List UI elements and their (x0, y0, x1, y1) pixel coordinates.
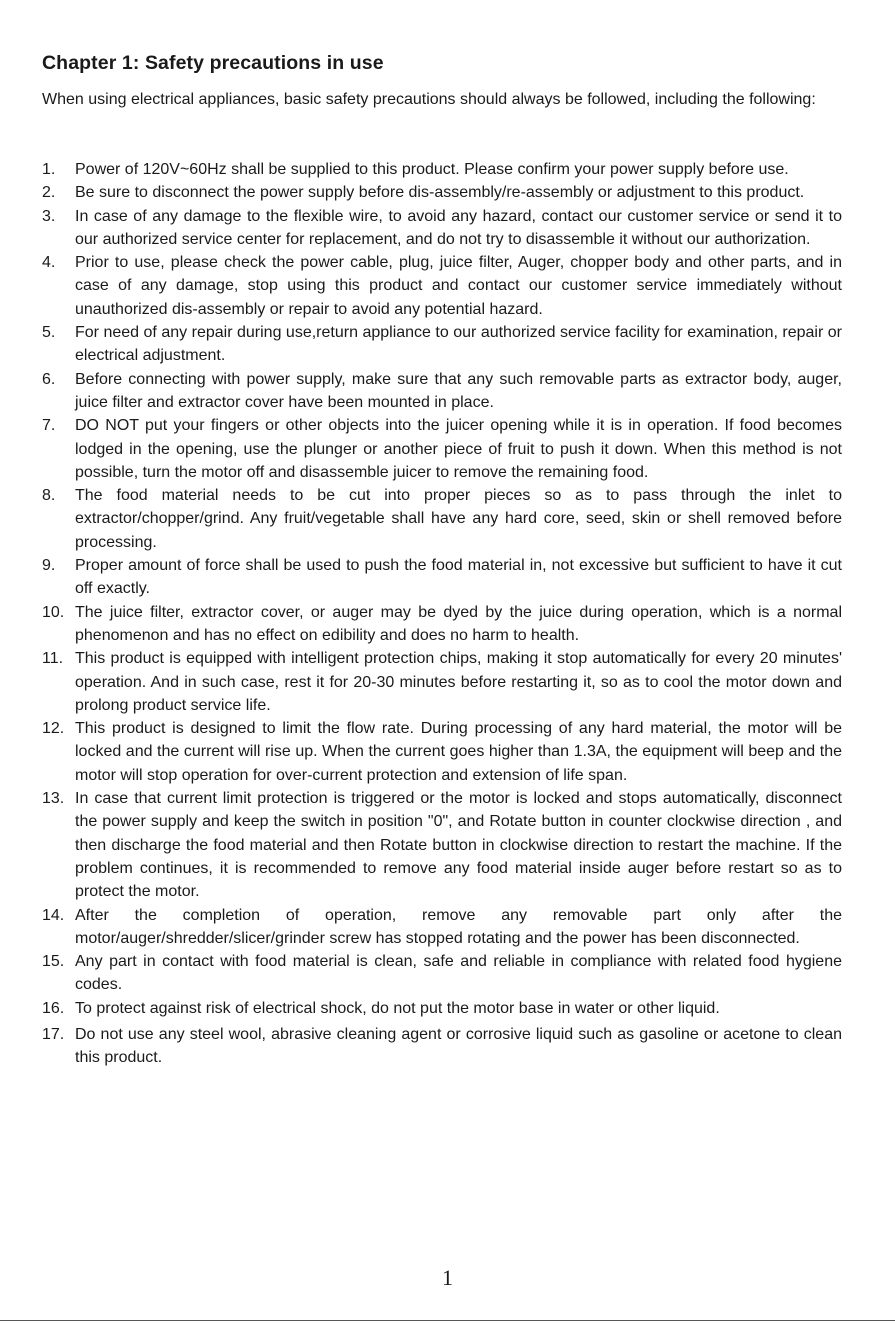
item-text: The juice filter, extractor cover, or auger may be dyed by the juice during operation, which is a normal phenomenon and has no effect on edibility and does no harm to health. (75, 603, 842, 644)
list-item (42, 601, 842, 648)
item-text: This product is equipped with intelligent protection chips, making it stop automatically for every 20 minutes' operation. And in such case, rest it for 20-30 minutes before restarting it, so as to cool the motor down and prolong product service life. (75, 650, 842, 714)
list-item (42, 205, 842, 252)
item-number: 11. (42, 650, 64, 668)
item-text: In case of any damage to the flexible wire, to avoid any hazard, contact our customer service or send it to our authorized service center for replacement, and do not try to disassemble it without our authorization. (75, 207, 842, 248)
list-item (42, 554, 842, 601)
list-item (42, 647, 842, 717)
item-number: 4. (42, 254, 56, 272)
item-number: 15. (42, 953, 65, 971)
item-number: 7. (42, 417, 56, 435)
item-number: 14. (42, 906, 65, 924)
item-number: 6. (42, 370, 56, 388)
intro-paragraph: When using electrical appliances, basic safety precautions should always be followed, including the following: (42, 91, 816, 108)
item-text: Power of 120V~60Hz shall be supplied to this product. Please confirm your power supply before use. (75, 161, 789, 178)
safety-precautions-list (42, 158, 842, 1070)
list-item (42, 787, 842, 903)
list-item (42, 717, 842, 787)
page-number: 1 (442, 1265, 453, 1290)
item-number: 12. (42, 720, 65, 738)
item-number: 2. (42, 184, 56, 202)
item-text: This product is designed to limit the flow rate. During processing of any hard material, the motor will be locked and the current will rise up. When the current goes higher than 1.3A, the equipment will beep and the motor will stop operation for over-current protection and extension of life span. (75, 720, 842, 784)
item-text: Do not use any steel wool, abrasive cleaning agent or corrosive liquid such as gasoline or acetone to clean this product. (75, 1025, 842, 1067)
item-number: 9. (42, 557, 56, 575)
bottom-rule (0, 1320, 895, 1321)
item-number: 3. (42, 207, 56, 225)
list-item (42, 414, 842, 484)
item-number: 10. (42, 603, 65, 621)
item-text: For need of any repair during use,return appliance to our authorized service facility for examination, repair or electrical adjustment. (75, 324, 842, 365)
list-item (42, 181, 842, 204)
item-text: DO NOT put your fingers or other objects into the juicer opening while it is in operation. If food becomes lodged in the opening, use the plunger or another piece of fruit to push it down. When this method is not possible, turn the motor off and disassemble juicer to remove the remaining food. (75, 417, 842, 481)
item-text: Before connecting with power supply, make sure that any such removable parts as extractor body, auger, juice filter and extractor cover have been mounted in place. (75, 370, 842, 411)
item-number: 5. (42, 324, 56, 342)
list-item (42, 158, 842, 181)
list-item (42, 368, 842, 415)
chapter-title: Chapter 1: Safety precautions in use (42, 52, 384, 74)
item-number: 17. (42, 1025, 65, 1043)
list-item (42, 484, 842, 554)
item-text: Proper amount of force shall be used to push the food material in, not excessive but sufficient to have it cut off exactly. (75, 557, 842, 598)
item-text: Be sure to disconnect the power supply before dis-assembly/re-assembly or adjustment to this product. (75, 184, 805, 202)
item-text: Any part in contact with food material is clean, safe and reliable in compliance with related food hygiene codes. (75, 953, 842, 994)
item-text: To protect against risk of electrical shock, do not put the motor base in water or other liquid. (75, 999, 720, 1017)
list-item (42, 997, 842, 1020)
item-number: 8. (42, 487, 56, 505)
item-text: Prior to use, please check the power cable, plug, juice filter, Auger, chopper body and other parts, and in case of any damage, stop using this product and contact our customer service immediately without unauthorized dis-assembly or repair to avoid any potential hazard. (75, 254, 842, 318)
item-text: The food material needs to be cut into proper pieces so as to pass through the inlet to extractor/chopper/grind. Any fruit/vegetable shall have any hard core, seed, skin or shell removed before processing. (75, 487, 842, 551)
item-number: 13. (42, 790, 65, 808)
item-text: In case that current limit protection is triggered or the motor is locked and stops automatically, disconnect the power supply and keep the switch in position "0", and Rotate button in counter clockwise direction , and then discharge the food material and then Rotate button in clockwise direction to restart the machine. If the problem continues, it is recommended to remove any food material inside auger before restart so as to protect the motor. (75, 790, 842, 901)
list-item (42, 321, 842, 368)
item-text: After the completion of operation, remove any removable part only after the motor/auger/shredder/slicer/grinder screw has stopped rotating and the power has been disconnected. (75, 906, 842, 947)
list-item (42, 251, 842, 321)
item-number: 16. (42, 999, 65, 1017)
item-number: 1. (42, 161, 56, 178)
list-item (42, 1023, 842, 1070)
list-item (42, 904, 842, 951)
list-item (42, 950, 842, 997)
